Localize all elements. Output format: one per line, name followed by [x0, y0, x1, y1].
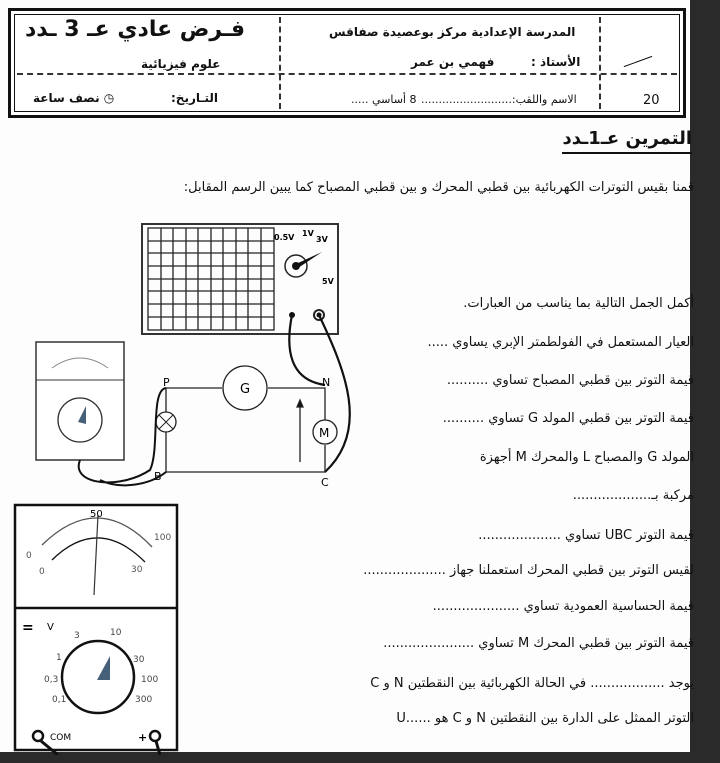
question-line[interactable]: العيار المستعمل في الفولطمتر الإبري يساوي .....: [427, 335, 694, 350]
question-line[interactable]: التوتر الممثل على الدارة بين النقطتين N و C هو ......U: [396, 711, 694, 726]
voltmeter: [15, 505, 177, 755]
divider: [17, 73, 677, 75]
point-label: N: [322, 376, 331, 389]
calibre-label: 1: [56, 653, 62, 663]
calibre-label: 100: [141, 675, 159, 685]
calibre-selector[interactable]: [62, 641, 134, 713]
sensitivity-label: 5V: [322, 277, 334, 286]
question-line[interactable]: يوجد .................. في الحالة الكهربائية بين النقطتين N و C: [370, 676, 694, 691]
student-name-field[interactable]: الاسم واللقب:..........................: [421, 93, 577, 106]
question-line[interactable]: مركبة بـ...................: [572, 488, 694, 503]
teacher-name: فهمي بن عمر: [411, 55, 495, 69]
question-line[interactable]: قيمة التوتر UBC تساوي ....................: [478, 528, 694, 543]
dc-symbol: =: [22, 620, 34, 636]
small-voltmeter: [36, 342, 124, 460]
generator-label: G: [240, 382, 251, 397]
question-line: المولد G والمصباح L والمحرك M أجهزة: [479, 450, 694, 465]
scale-label: 0: [26, 551, 32, 561]
com-label: COM: [50, 733, 72, 743]
question-line: أكمل الجمل التالية بما يناسب من العبارات.: [463, 296, 694, 311]
teacher-label: الأستاذ :: [531, 55, 581, 69]
exam-header: [8, 8, 686, 118]
duration: ◷ نصف ساعة: [33, 91, 115, 105]
divider: [599, 17, 601, 109]
mode-label: V: [47, 622, 54, 633]
lamp: [156, 412, 176, 432]
scale-label: 0: [39, 567, 45, 577]
scale-label: 50: [90, 509, 103, 520]
scale-label: 100: [154, 533, 172, 543]
calibre-label: 3: [74, 631, 80, 641]
plus-terminal[interactable]: [150, 731, 160, 741]
calibre-label: 0,3: [44, 675, 59, 685]
score-total: 20: [643, 93, 660, 108]
sensitivity-knob[interactable]: [285, 252, 322, 277]
calibre-label: 10: [110, 628, 122, 638]
score-slash: [624, 56, 653, 67]
sensitivity-label: 1V: [302, 229, 314, 238]
clock-icon: ◷: [99, 91, 115, 105]
subject: علوم فيزيائية: [141, 57, 221, 71]
scale-label: 30: [131, 565, 143, 575]
exercise-title: التمرين عـ1ـدد: [562, 128, 692, 154]
sensitivity-label: 3V: [316, 235, 328, 244]
point-label: P: [163, 376, 170, 389]
question-line[interactable]: قيمة التوتر بين قطبي المصباح تساوي ..........: [446, 373, 694, 388]
exam-title: فـرض عادي عـ 3 ـدد: [25, 17, 245, 42]
oscilloscope: [142, 224, 338, 334]
class-field: 8 أساسي .....: [351, 93, 417, 106]
question-line[interactable]: قيمة التوتر بين قطبي المولد G تساوي ..........: [442, 411, 694, 426]
circuit-diagram: [0, 210, 370, 755]
date-label: التـاريخ:: [171, 91, 218, 105]
divider: [279, 17, 281, 109]
com-terminal[interactable]: [33, 731, 43, 741]
point-label: B: [154, 470, 162, 483]
exercise-intro: قمنا بقيس التوترات الكهربائية بين قطبي المحرك و بين قطبي المصباح كما يبين الرسم المقابل:: [183, 180, 694, 195]
calibre-label: 0,1: [52, 695, 67, 705]
sensitivity-label: 0.5V: [274, 233, 295, 242]
point-label: C: [321, 476, 329, 489]
question-line[interactable]: قيمة الحساسية العمودية تساوي .....................: [432, 599, 694, 614]
question-line[interactable]: قيمة التوتر بين قطبي المحرك M تساوي ......................: [383, 636, 694, 651]
calibre-label: 300: [135, 695, 153, 705]
calibre-label: 30: [133, 655, 145, 665]
question-line[interactable]: لقيس التوتر بين قطبي المحرك استعملنا جهاز ....................: [363, 563, 694, 578]
oscilloscope-screen: [148, 228, 274, 330]
motor-label: M: [319, 426, 330, 440]
school-name: المدرسة الإعدادية مركز بوعصيدة صفاقس: [329, 25, 576, 39]
plus-label: +: [138, 731, 148, 744]
